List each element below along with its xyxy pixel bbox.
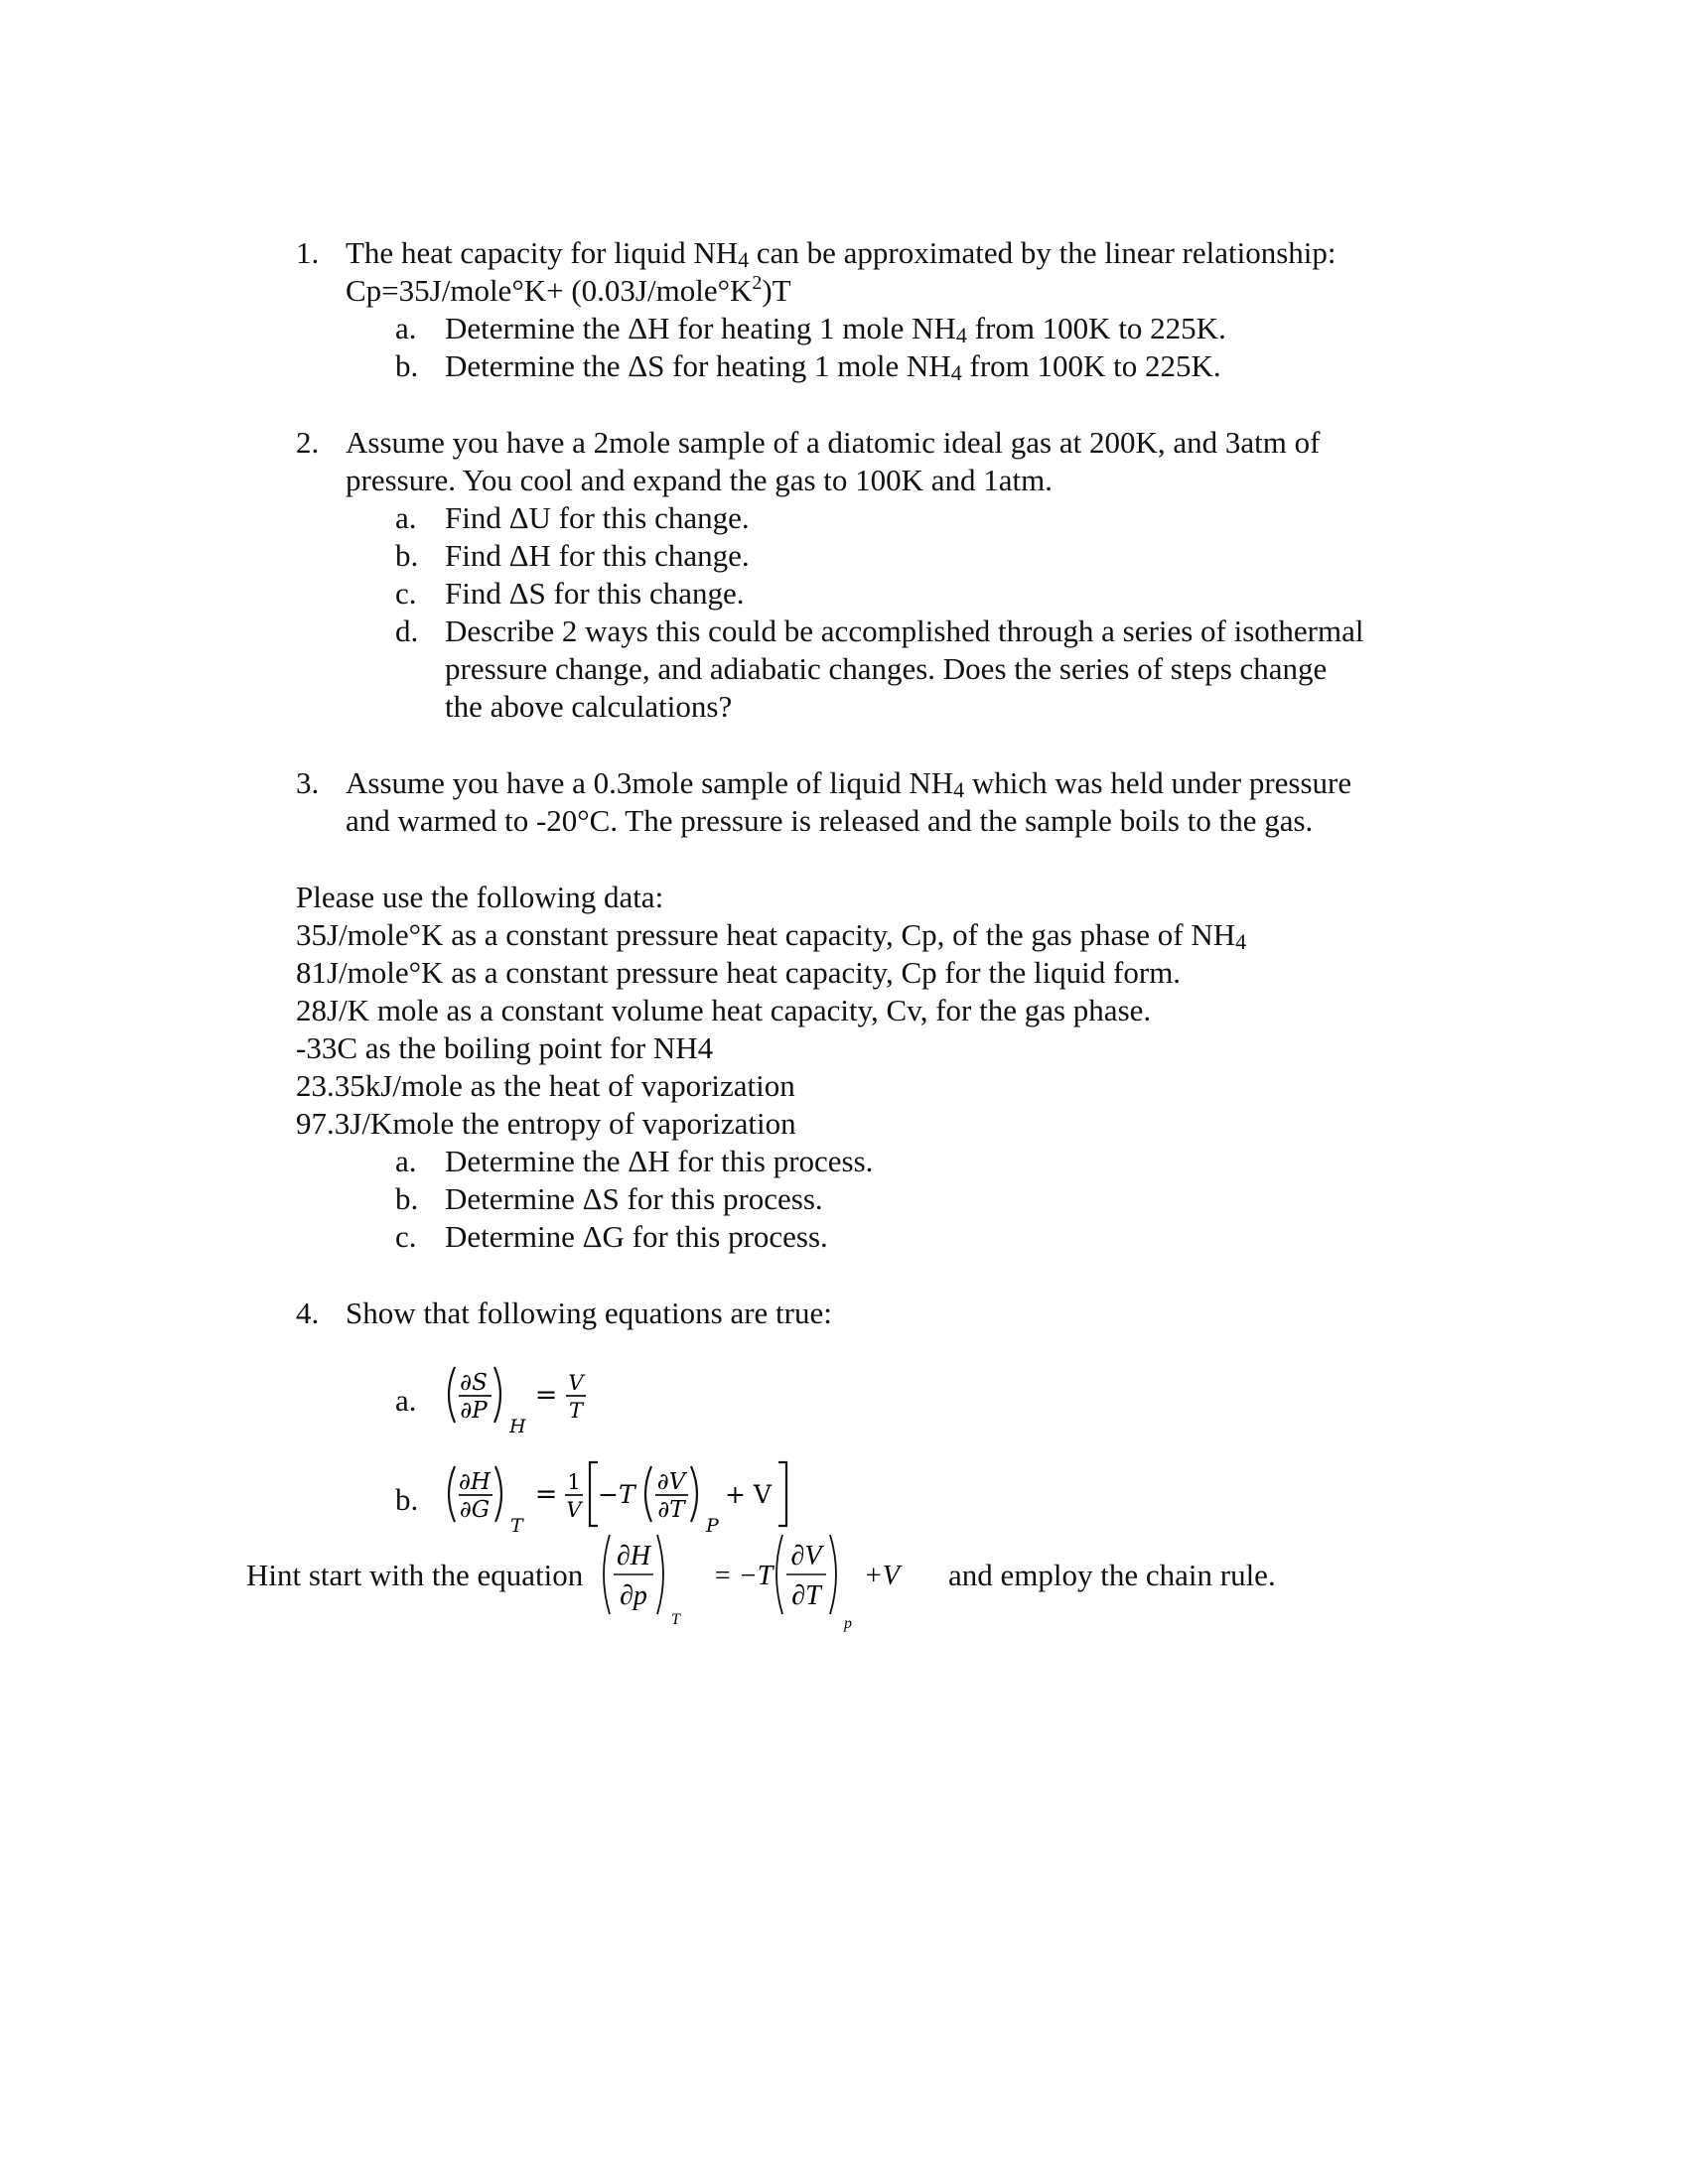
q2-line2: pressure. You cool and expand the gas to 100K and 1atm. [346,463,1054,497]
q2-line1: Assume you have a 2mole sample of a diatomic ideal gas at 200K, and 3atm of [346,425,1321,460]
q2-d-label: d. [395,614,419,648]
eq-b-one-denominator: V [566,1498,582,1522]
q3-data2: 81J/mole°K as a constant pressure heat capacity, Cp for the liquid form. [296,955,1182,990]
q2-d-line1: Describe 2 ways this could be accomplished through a series of isothermal [445,614,1364,648]
eq-b-one-numerator: 1 [567,1470,581,1494]
q1-line1: The heat capacity for liquid $NH_4$ can be approximated by the linear relationship: [346,235,1336,272]
eq-b-subscript: T [510,1515,523,1537]
eq-a-left-paren [449,1367,455,1423]
eq-b-right-bracket [778,1462,786,1526]
eq-b-left-paren [449,1466,455,1522]
eq-a-numerator: ∂S [460,1370,488,1396]
eq-b-numerator: ∂H [459,1469,491,1495]
q3-line1: Assume you have a 0.3mole sample of liquid $NH_4$ which was held under pressure [346,765,1352,802]
q3-data6: 97.3J/Kmole the entropy of vaporization [296,1106,796,1141]
hint-right-paren [657,1535,663,1614]
hint-inner-denominator: ∂T [791,1580,821,1611]
q3-data4: -33C as the boiling point for NH4 [296,1030,714,1065]
eq-b-left-bracket [590,1462,598,1526]
eq-a-subscript: H [509,1416,526,1437]
eq-a-denominator: ∂P [460,1398,488,1424]
hint-denominator: ∂p [620,1580,647,1611]
eq-a-right-paren [494,1367,500,1423]
q3-a-label: a. [395,1144,417,1178]
hint-plus-v: +V [864,1561,900,1591]
q2-a-label: a. [395,500,417,535]
q3-b-label: b. [395,1181,419,1216]
hint-equals-minus-t: = −T [713,1561,774,1591]
q3-b-text: Determine ΔS for this process. [445,1181,823,1216]
eq-b-inner-left-paren [645,1466,651,1522]
q1-a-label: a. [395,311,417,345]
eq-b-inner-numerator: ∂V [656,1469,686,1495]
q4-hint-prefix: Hint start with the equation [246,1558,584,1592]
q4-a-label: a. [395,1383,417,1418]
q4-hint-suffix: and employ the chain rule. [948,1558,1276,1592]
q2-c-text: Find ΔS for this change. [445,576,745,611]
q3-c-label: c. [395,1219,417,1254]
eq-a-rhs-denominator: T [568,1399,584,1423]
q3-line2: and warmed to -20°C. The pressure is released and the sample boils to the gas. [346,803,1314,838]
hint-equation [596,1529,914,1638]
q2-d-line2: pressure change, and adiabatic changes. Does the series of steps change [445,651,1328,686]
q3-data1: 35J/mole°K as a constant pressure heat capacity, Cp, of the gas phase of $NH_4$ [296,917,1247,954]
q3-data5: 23.35kJ/mole as the heat of vaporization [296,1068,795,1103]
eq-b-denominator: ∂G [459,1497,491,1523]
q2-b-label: b. [395,538,419,573]
eq-b-inner-right-paren [691,1466,697,1522]
q2-a-text: Find ΔU for this change. [445,500,750,535]
q1-a-text: Determine the ΔH for heating 1 mole $NH_4$ from 100K to 225K. [445,311,1226,347]
q4-b-label: b. [395,1482,419,1517]
q3-data3: 28J/K mole as a constant volume heat capacity, Cv, for the gas phase. [296,993,1152,1027]
eq-b-equals: = [534,1479,558,1510]
q2-d-line3: the above calculations? [445,689,733,724]
hint-inner-right-paren [830,1535,836,1614]
equation-a [437,1355,635,1454]
q3-a-text: Determine the ΔH for this process. [445,1144,874,1178]
hint-inner-left-paren [776,1535,782,1614]
eq-b-minus-t: −T [598,1480,635,1509]
hint-numerator: ∂H [616,1541,651,1571]
eq-a-rhs-numerator: V [568,1371,584,1395]
hint-left-paren [604,1535,610,1614]
q2-number: 2. [296,425,320,460]
q1-number: 1. [296,235,320,270]
hint-inner-subscript: p [844,1615,852,1632]
q2-b-text: Find ΔH for this change. [445,538,750,573]
q3-data-intro: Please use the following data: [296,880,664,914]
eq-b-inner-denominator: ∂T [657,1497,685,1523]
q1-b-text: Determine the ΔS for heating 1 mole $NH_4$ from 100K to 225K. [445,348,1221,385]
q3-number: 3. [296,765,320,800]
q3-c-text: Determine ΔG for this process. [445,1219,828,1254]
eq-a-equals: = [534,1380,558,1411]
eq-b-right-paren [495,1466,501,1522]
eq-b-inner-subscript: P [706,1515,719,1537]
q1-line2: Cp=35J/mole°K+ $(0.03J/mole^\circ K^2)T$ [346,272,791,308]
eq-b-plus-v: + V [725,1480,772,1509]
hint-inner-numerator: ∂V [790,1541,822,1571]
hint-subscript: T [671,1611,680,1628]
q2-c-label: c. [395,576,417,611]
q4-number: 4. [296,1296,320,1330]
q4-line1: Show that following equations are true: [346,1296,832,1330]
q1-b-label: b. [395,348,419,383]
